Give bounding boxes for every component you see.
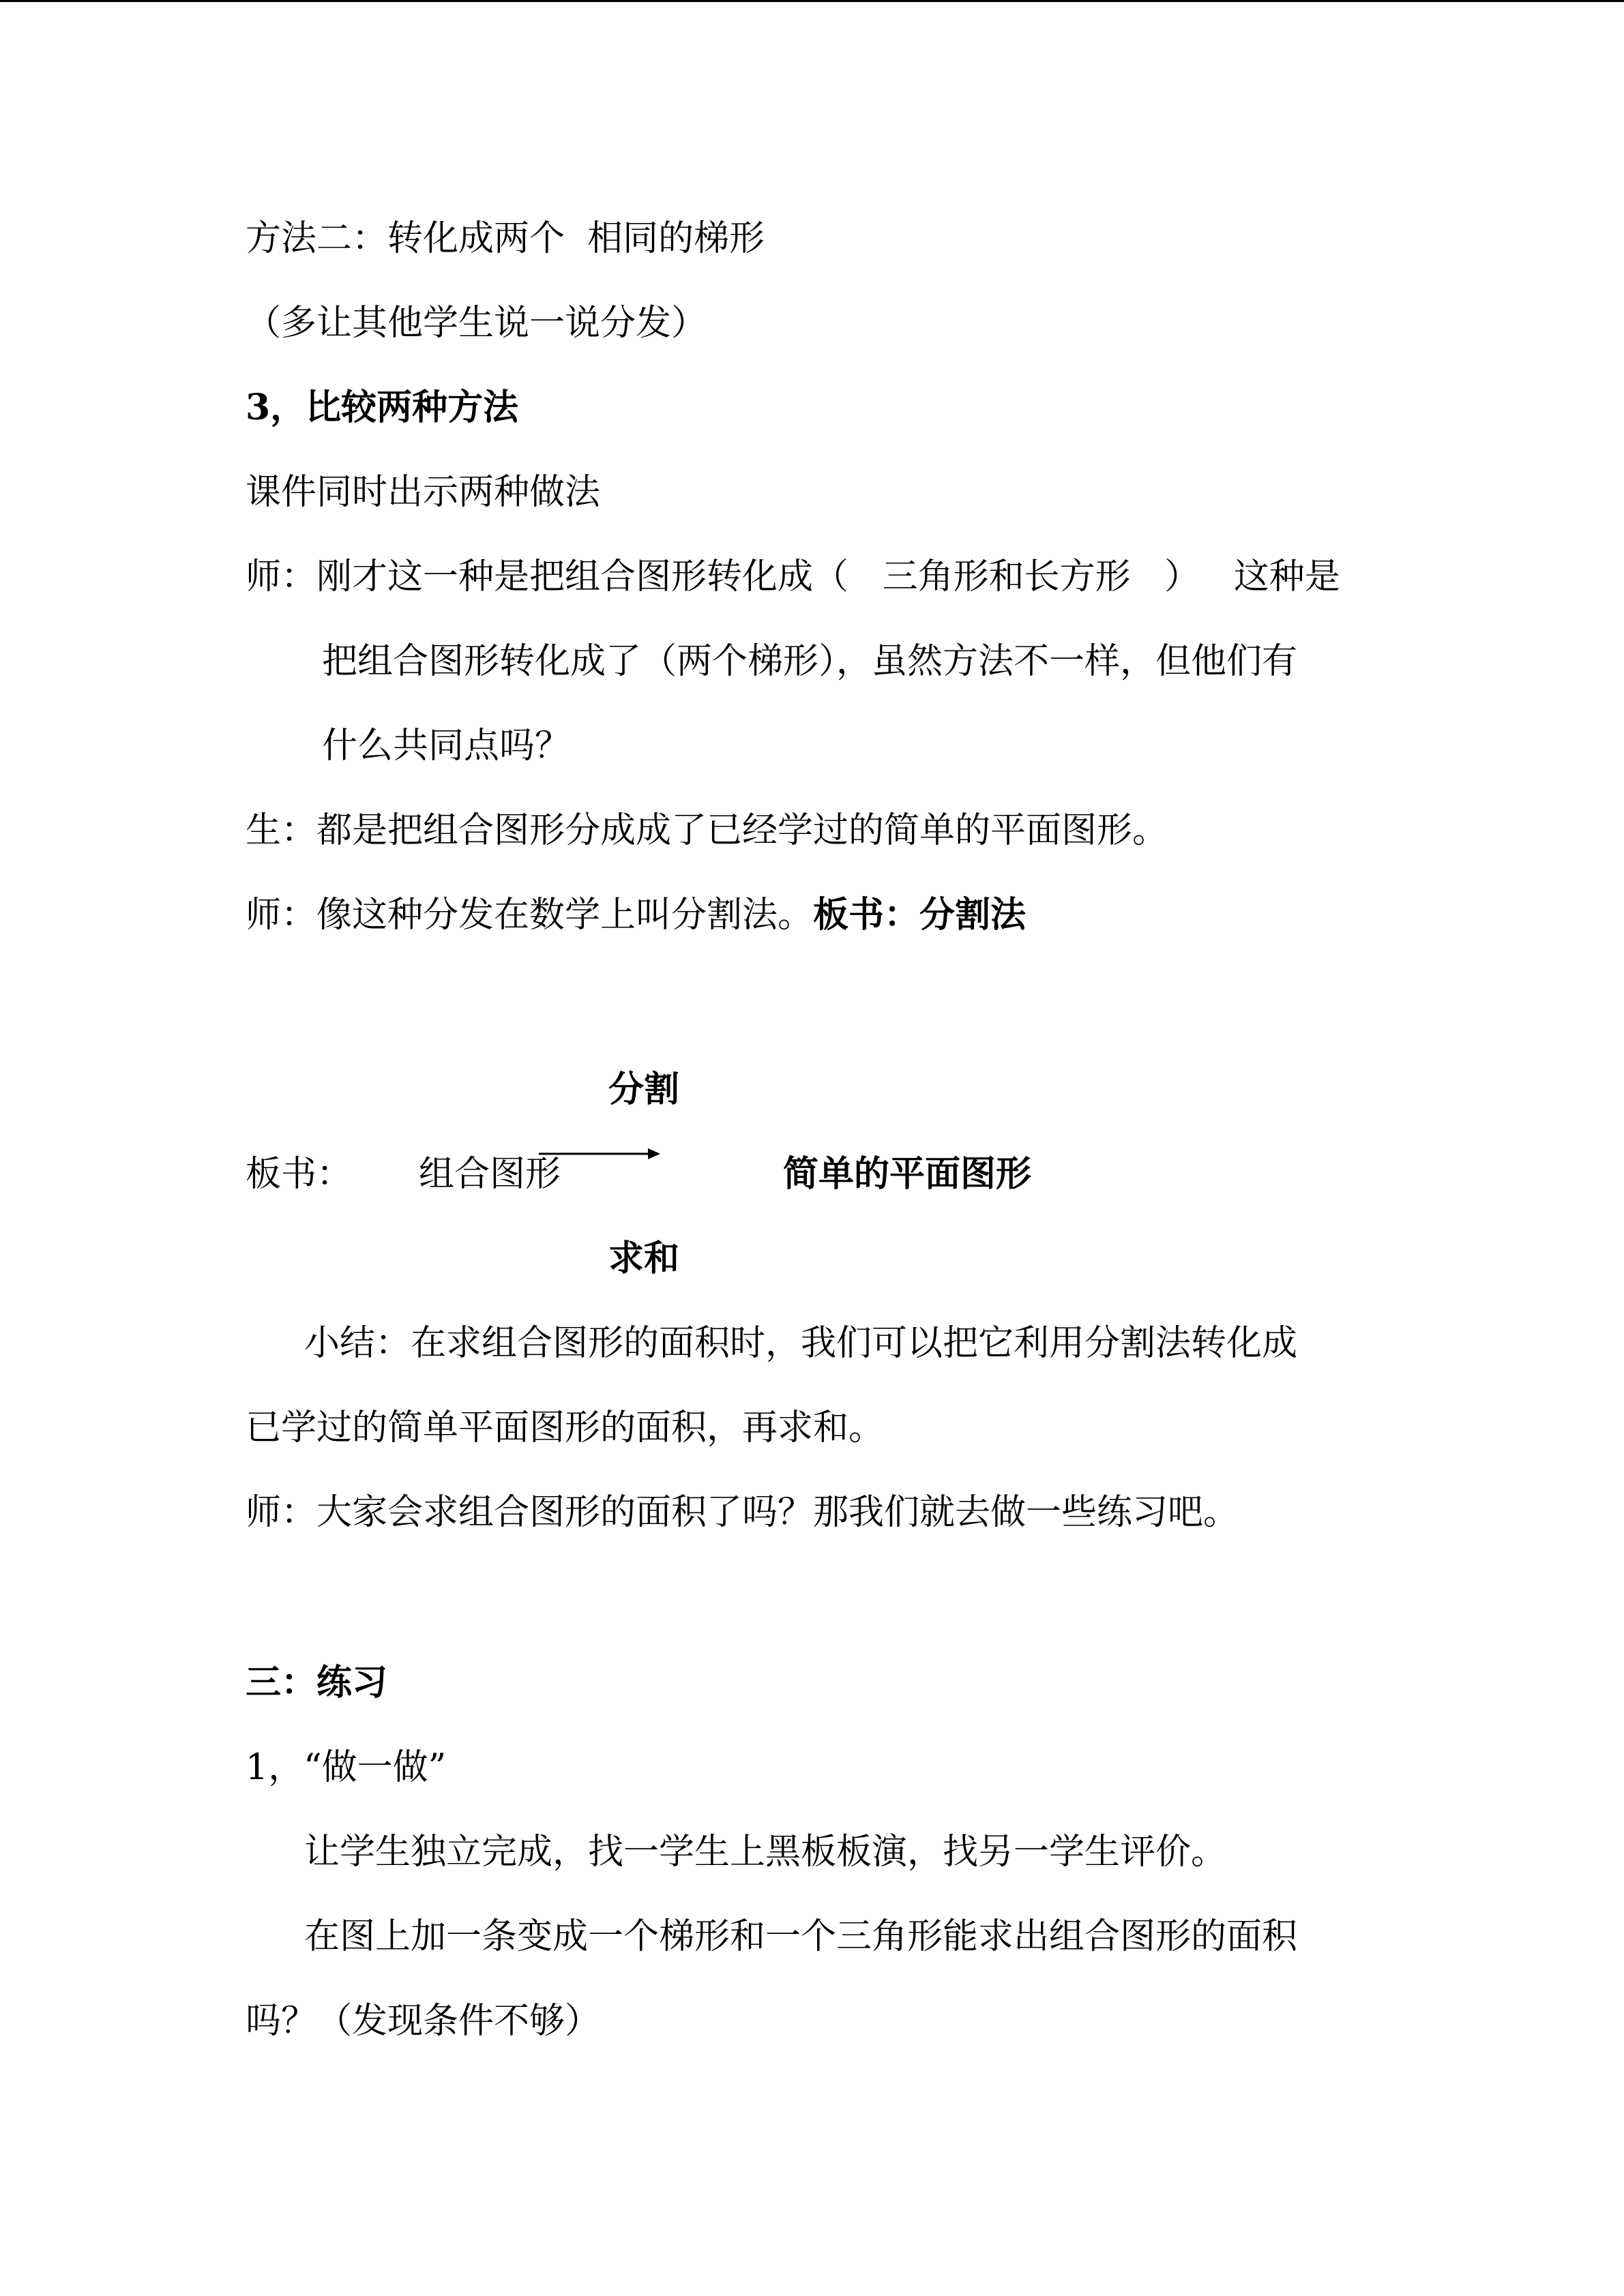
teacher-line-3: 什么共同点吗？ bbox=[322, 726, 571, 766]
teacher-line-1: 师：刚才这一种是把组合图形转化成（ 三角形和长方形 ） 这种是 bbox=[246, 556, 1340, 597]
teacher-practice-line: 师：大家会求组合图形的面积了吗？那我们就去做一些练习吧。 bbox=[246, 1492, 1239, 1533]
practice-heading: 三：练习 bbox=[246, 1662, 388, 1703]
diagram-label-split: 分割 bbox=[608, 1069, 680, 1110]
summary-line-2: 已学过的简单平面图形的面积，再求和。 bbox=[246, 1407, 885, 1448]
teacher-split-method-line bbox=[246, 893, 1026, 937]
method-two-line: 方法二：转化成两个 相同的梯形 bbox=[246, 218, 765, 259]
student-answer-line: 生：都是把组合图形分成成了已经学过的简单的平面图形。 bbox=[246, 810, 1168, 851]
diagram-arrow-icon bbox=[539, 1146, 662, 1162]
diagram-board-label: 板书： bbox=[246, 1154, 353, 1195]
diagram-source-compound-shape: 组合图形 bbox=[419, 1154, 561, 1195]
teacher-split-method-text: 师：像这种分发在数学上叫分割法。 bbox=[246, 895, 814, 936]
practice-instruction-2b: 吗？（发现条件不够） bbox=[246, 2001, 601, 2042]
diagram-target-simple-shape: 简单的平面图形 bbox=[783, 1153, 1032, 1195]
practice-instruction-1: 让学生独立完成，找一学生上黑板板演，找另一学生评价。 bbox=[304, 1832, 1227, 1873]
diagram-label-sum: 求和 bbox=[608, 1238, 680, 1279]
summary-line-1: 小结：在求组合图形的面积时，我们可以把它利用分割法转化成 bbox=[304, 1323, 1298, 1364]
practice-item-1: 1，“做一做” bbox=[246, 1747, 447, 1788]
courseware-line: 课件同时出示两种做法 bbox=[246, 472, 601, 513]
practice-instruction-2a: 在图上加一条变成一个梯形和一个三角形能求出组合图形的面积 bbox=[304, 1916, 1298, 1957]
teacher-line-2: 把组合图形转化成了（两个梯形），虽然方法不一样，但他们有 bbox=[322, 641, 1298, 682]
compare-methods-heading: 3，比较两种方法 bbox=[246, 387, 519, 428]
page-top-border bbox=[0, 0, 1624, 2]
student-prompt-line: （多让其他学生说一说分发） bbox=[246, 303, 707, 344]
board-note-split-method: 板书：分割法 bbox=[813, 894, 1027, 936]
